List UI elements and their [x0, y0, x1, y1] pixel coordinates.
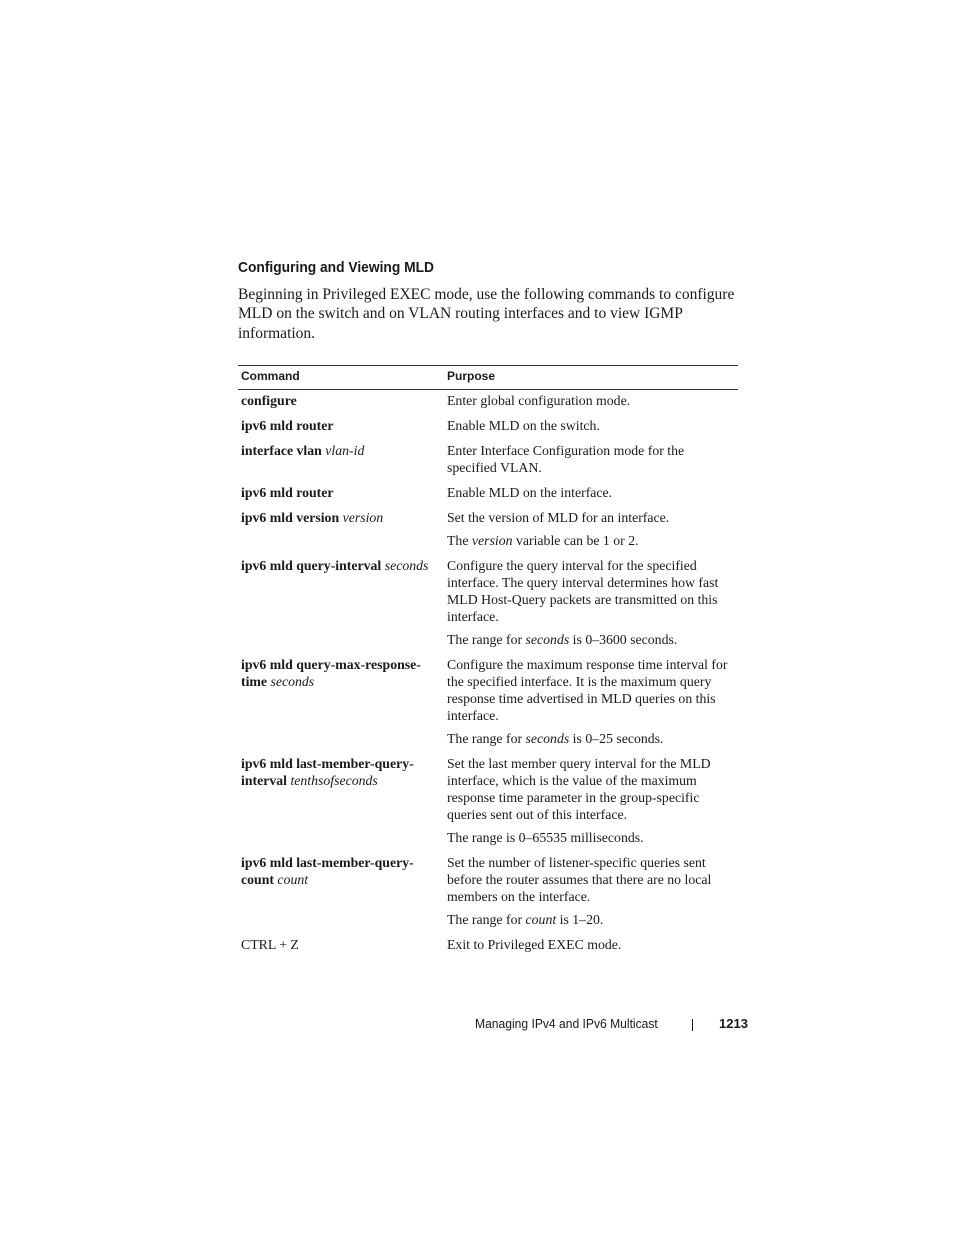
command-cell [238, 482, 444, 507]
command-text: ipv6 mld last-member-query-interval [241, 756, 414, 788]
purpose-cell: Set the number of listener-specific queries sent before the router assumes that there are no local members on the interface. [447, 855, 712, 904]
command-cell [238, 555, 444, 631]
purpose-note: The range is 0–65535 milliseconds. [447, 830, 644, 845]
purpose-note: The range for count is 1–20. [447, 912, 604, 927]
command-cell [238, 415, 444, 440]
purpose-cell: Configure the maximum response time interval for the specified interface. It is the maximum query response time advertised in MLD queries on this interface. [447, 657, 728, 723]
command-column-header: Command [238, 366, 444, 390]
table-row-continuation [238, 532, 738, 555]
purpose-cell: Enter Interface Configuration mode for the specified VLAN. [447, 443, 685, 475]
table-row [238, 654, 738, 730]
purpose-cell: Enter global configuration mode. [447, 393, 631, 408]
command-text: ipv6 mld router [241, 485, 334, 500]
command-cell [238, 852, 444, 911]
purpose-cell: Enable MLD on the interface. [447, 485, 613, 500]
command-text: ipv6 mld last-member-query-count [241, 855, 414, 887]
table-row [238, 415, 738, 440]
table-row-continuation [238, 631, 738, 654]
command-cell [238, 934, 444, 959]
table-row [238, 482, 738, 507]
command-argument: version [342, 510, 384, 525]
command-text: ipv6 mld router [241, 418, 334, 433]
command-argument: seconds [270, 674, 315, 689]
command-text: ipv6 mld query-max-response-time [241, 657, 421, 689]
empty-cell [238, 730, 444, 753]
purpose-cell: Configure the query interval for the specified interface. The query interval determines how fast MLD Host-Query packets are transmitted on this interface. [447, 558, 719, 624]
command-cell [238, 390, 444, 416]
purpose-note: The range for seconds is 0–3600 seconds. [447, 632, 678, 647]
footer-chapter-title: Managing IPv4 and IPv6 Multicast [475, 1016, 658, 1031]
purpose-cell: Set the version of MLD for an interface. [447, 510, 670, 525]
command-cell [238, 440, 444, 482]
intro-paragraph: Beginning in Privileged EXEC mode, use the following commands to configure MLD on the switch and on VLAN routing interfaces and to view IGMP information. [238, 286, 735, 342]
table-header-row [238, 366, 738, 390]
table-row [238, 440, 738, 482]
table-row-continuation [238, 829, 738, 852]
purpose-cell: Exit to Privileged EXEC mode. [447, 937, 622, 952]
command-text: configure [241, 393, 297, 408]
command-argument: vlan-id [325, 443, 365, 458]
command-cell [238, 654, 444, 730]
footer-separator [692, 1019, 693, 1031]
table-row [238, 390, 738, 416]
table-row [238, 753, 738, 829]
table-row [238, 852, 738, 911]
table-row-continuation [238, 911, 738, 934]
command-argument: count [277, 872, 309, 887]
command-cell [238, 753, 444, 829]
table-row [238, 507, 738, 532]
empty-cell [238, 911, 444, 934]
purpose-cell: Enable MLD on the switch. [447, 418, 600, 433]
command-text: CTRL + Z [241, 937, 299, 952]
table-row [238, 934, 738, 959]
command-cell [238, 507, 444, 532]
purpose-note: The version variable can be 1 or 2. [447, 533, 639, 548]
purpose-column-header: Purpose [444, 366, 738, 390]
command-text: ipv6 mld query-interval [241, 558, 382, 573]
empty-cell [238, 532, 444, 555]
purpose-cell: Set the last member query interval for the MLD interface, which is the value of the maximum response time parameter in the group-specific queries sent out of this interface. [447, 756, 711, 822]
table-row-continuation [238, 730, 738, 753]
command-text: ipv6 mld version [241, 510, 340, 525]
purpose-note: The range for seconds is 0–25 seconds. [447, 731, 664, 746]
table-row [238, 555, 738, 631]
command-text: interface vlan [241, 443, 322, 458]
command-argument: seconds [384, 558, 429, 573]
empty-cell [238, 631, 444, 654]
command-argument: tenthsofseconds [290, 773, 378, 788]
page-number: 1213 [719, 1016, 748, 1031]
empty-cell [238, 829, 444, 852]
section-title: Configuring and Viewing MLD [238, 259, 435, 276]
command-table [238, 365, 738, 959]
